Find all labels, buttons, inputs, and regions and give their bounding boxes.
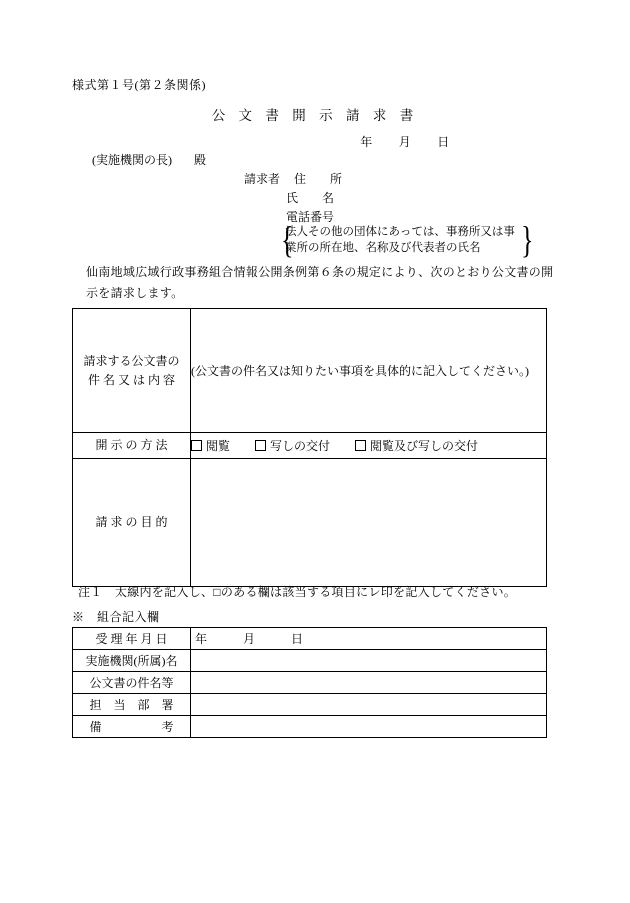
requester-heading: 請求者 xyxy=(244,172,281,186)
table-row xyxy=(73,672,547,694)
requester-name-label: 氏 名 xyxy=(286,191,335,205)
document-subject-value[interactable] xyxy=(191,672,547,694)
subject-label-line-2: 件 名 又 は 内 容 xyxy=(87,372,175,387)
receipt-date-value[interactable]: 年 月 日 xyxy=(191,628,547,650)
method-option-copy[interactable] xyxy=(255,437,330,454)
office-use-table xyxy=(72,627,547,738)
remarks-value[interactable] xyxy=(191,716,547,738)
method-label-cell xyxy=(73,433,191,459)
date-month-label: 月 xyxy=(398,135,412,149)
purpose-label-text: 請 求 の 目 的 xyxy=(95,515,168,529)
request-table xyxy=(72,308,547,587)
method-option-inspection-label: 閲覧 xyxy=(206,439,231,453)
purpose-input-cell[interactable] xyxy=(191,459,547,587)
method-option-both[interactable] xyxy=(355,437,478,454)
footnote: 注１ 太線内を記入し、□のある欄は該当する項目にレ印を記入してください。 xyxy=(78,585,517,599)
table-row xyxy=(73,628,547,650)
addressee-organization: (実施機関の長) xyxy=(92,153,172,167)
checkbox-icon[interactable] xyxy=(191,440,202,451)
table-row xyxy=(73,694,547,716)
intro-paragraph xyxy=(72,262,562,304)
date-line xyxy=(0,133,630,150)
form-number: 様式第１号(第２条関係) xyxy=(72,78,206,92)
corporate-note-line-2: 業所の所在地、名称及び代表者の氏名 xyxy=(285,242,481,254)
addressee-honorific: 殿 xyxy=(194,153,207,167)
corporate-note xyxy=(285,224,515,256)
checkbox-icon[interactable] xyxy=(355,440,366,451)
agency-name-value[interactable] xyxy=(191,650,547,672)
brace-left-icon: { xyxy=(281,219,294,262)
department-value[interactable] xyxy=(191,694,547,716)
method-option-both-label: 閲覧及び写しの交付 xyxy=(370,439,479,453)
requester-phone-label: 電話番号 xyxy=(286,210,335,224)
method-option-inspection[interactable] xyxy=(191,437,230,454)
subject-hint-text: (公文書の件名又は知りたい事項を具体的に記入してください。) xyxy=(191,364,529,378)
method-options-cell xyxy=(191,433,547,459)
subject-label-line-1: 請求する公文書の xyxy=(83,353,180,368)
requester-address-label: 住 所 xyxy=(294,172,343,186)
table-row xyxy=(73,650,547,672)
table-row xyxy=(73,433,547,459)
subject-label-cell xyxy=(73,309,191,433)
intro-line-1: 仙南地域広域行政事務組合情報公開条例第６条の規定により、次のとおり公文書の開 xyxy=(86,265,554,279)
corporate-note-line-1: 法人その他の団体にあっては、事務所又は事 xyxy=(285,226,515,238)
requester-block xyxy=(244,170,342,227)
brace-right-icon: } xyxy=(521,219,534,262)
table-row xyxy=(73,309,547,433)
intro-line-2: 示を請求します。 xyxy=(86,286,184,300)
department-label: 担 当 部 署 xyxy=(73,694,191,716)
addressee xyxy=(92,151,206,168)
office-section-heading: ※ 組合記入欄 xyxy=(72,610,160,624)
subject-input-cell[interactable] xyxy=(191,309,547,433)
purpose-label-cell xyxy=(73,459,191,587)
checkbox-icon[interactable] xyxy=(255,440,266,451)
method-label-text: 開 示 の 方 法 xyxy=(95,438,168,452)
remarks-label: 備 考 xyxy=(73,716,191,738)
agency-name-label: 実施機関(所属)名 xyxy=(73,650,191,672)
table-row xyxy=(73,716,547,738)
requester-name-row xyxy=(244,189,342,208)
requester-address-row xyxy=(244,170,342,189)
document-subject-label: 公文書の件名等 xyxy=(73,672,191,694)
table-row xyxy=(73,459,547,587)
date-year-label: 年 xyxy=(360,135,373,149)
page-title: 公 文 書 開 示 請 求 書 xyxy=(211,108,419,123)
date-day-label: 日 xyxy=(437,135,450,149)
receipt-date-label: 受 理 年 月 日 xyxy=(73,628,191,650)
method-option-copy-label: 写しの交付 xyxy=(270,439,331,453)
